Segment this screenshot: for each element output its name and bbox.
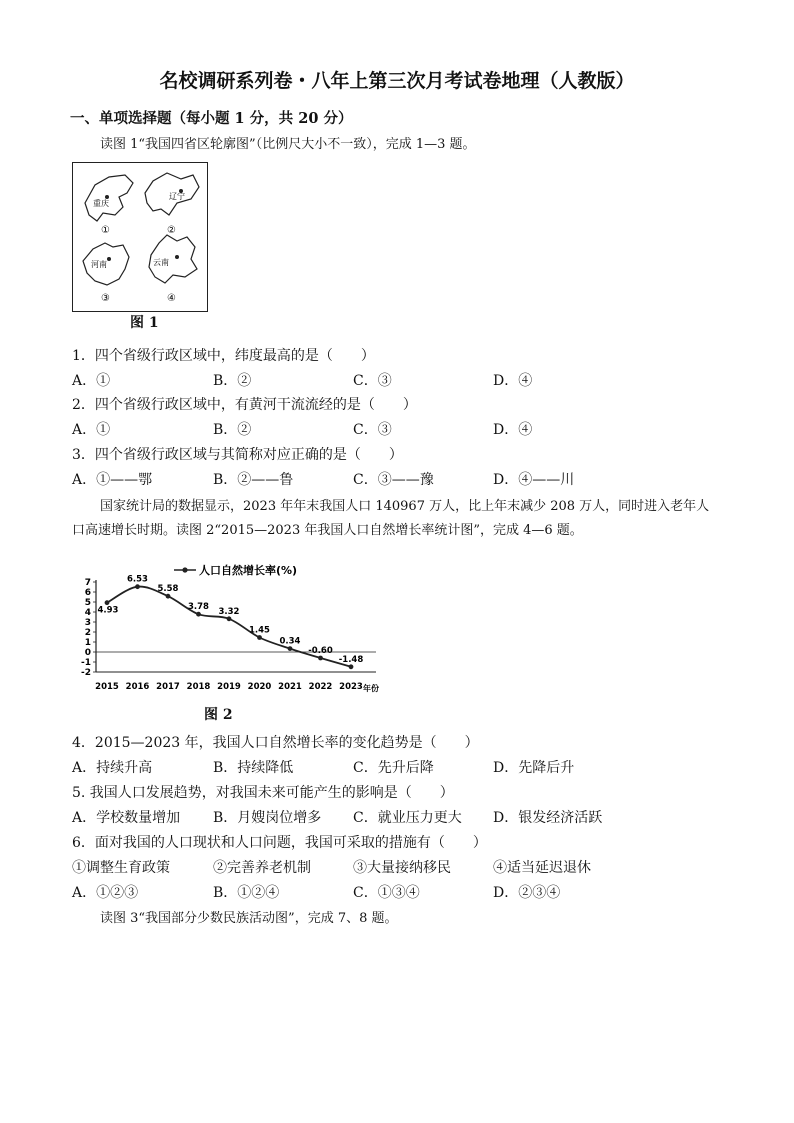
q3-option-b[interactable]: B．②——鲁 bbox=[213, 472, 294, 488]
map-num-2: ② bbox=[167, 225, 176, 236]
q5-option-d[interactable]: D．银发经济活跃 bbox=[493, 810, 603, 826]
data-label: 3.78 bbox=[188, 602, 209, 613]
q6-item-4: ④适当延迟退休 bbox=[493, 860, 591, 876]
q1-option-a[interactable]: A．① bbox=[72, 373, 111, 389]
map-label-2: 辽宁 bbox=[169, 192, 185, 201]
q4-option-c[interactable]: C．先升后降 bbox=[353, 760, 434, 776]
q1-option-b[interactable]: B．② bbox=[213, 373, 252, 389]
data-label: 6.53 bbox=[127, 574, 148, 585]
q2-option-d[interactable]: D．④ bbox=[493, 422, 533, 438]
y-tick-label: 2 bbox=[84, 628, 91, 638]
x-tick-label: 2023 bbox=[339, 682, 363, 692]
q4-option-a[interactable]: A．持续升高 bbox=[72, 760, 153, 776]
map-num-1: ① bbox=[101, 225, 110, 236]
data-label: 4.93 bbox=[97, 605, 119, 616]
figure-1-caption: 图 1 bbox=[130, 315, 159, 331]
figure-2-chart bbox=[72, 560, 402, 700]
q1-option-d[interactable]: D．④ bbox=[493, 373, 533, 389]
x-tick-label: 2021 bbox=[278, 682, 302, 692]
q6-option-c[interactable]: C．①③④ bbox=[353, 885, 420, 901]
data-label: 5.58 bbox=[157, 584, 179, 595]
data-label: 0.34 bbox=[279, 636, 301, 647]
x-tick-label: 2015 bbox=[95, 682, 119, 692]
intro-fig2-line2: 口高速增长时期。读图 2“2015—2023 年我国人口自然增长率统计图”，完成 4—6 题。 bbox=[72, 523, 583, 538]
data-label: -0.60 bbox=[308, 646, 333, 656]
data-label: 1.45 bbox=[249, 625, 270, 636]
data-point bbox=[166, 594, 171, 599]
q4-stem: 4．2015—2023 年，我国人口自然增长率的变化趋势是（ ） bbox=[72, 735, 479, 751]
data-label: -1.48 bbox=[338, 654, 364, 665]
y-tick-label: -1 bbox=[81, 658, 91, 668]
data-point bbox=[257, 635, 262, 640]
q5-stem: 5. 我国人口发展趋势，对我国未来可能产生的影响是（ ） bbox=[72, 785, 454, 801]
q6-item-3: ③大量接纳移民 bbox=[353, 860, 451, 876]
y-tick-label: 6 bbox=[84, 588, 91, 598]
q2-option-a[interactable]: A．① bbox=[72, 422, 111, 438]
legend-label: 人口自然增长率(%) bbox=[199, 564, 298, 577]
q3-option-c[interactable]: C．③——豫 bbox=[353, 472, 434, 488]
map-num-4: ④ bbox=[167, 293, 176, 304]
intro-fig2-line1: 国家统计局的数据显示，2023 年年末我国人口 140967 万人，比上年末减少 208 万人，同时进入老年人 bbox=[100, 499, 710, 514]
map-label-1: 重庆 bbox=[93, 199, 109, 208]
q3-option-d[interactable]: D．④——川 bbox=[493, 472, 575, 488]
data-point bbox=[288, 646, 293, 651]
x-tick-label: 2022 bbox=[308, 682, 333, 692]
legend-marker bbox=[182, 567, 187, 572]
y-tick-label: 5 bbox=[84, 598, 91, 608]
q2-option-c[interactable]: C．③ bbox=[353, 422, 392, 438]
data-point bbox=[227, 616, 232, 621]
y-tick-label: -2 bbox=[81, 668, 91, 678]
q2-option-b[interactable]: B．② bbox=[213, 422, 252, 438]
x-tick-label: 2018 bbox=[186, 682, 211, 692]
data-point bbox=[349, 664, 354, 669]
q1-option-c[interactable]: C．③ bbox=[353, 373, 392, 389]
data-point bbox=[105, 600, 110, 605]
q5-option-c[interactable]: C．就业压力更大 bbox=[353, 810, 462, 826]
q6-stem: 6．面对我国的人口现状和人口问题，我国可采取的措施有（ ） bbox=[72, 835, 487, 851]
x-tick-label: 2020 bbox=[247, 682, 272, 692]
map-label-4: 云南 bbox=[153, 258, 169, 267]
q5-option-b[interactable]: B．月嫂岗位增多 bbox=[213, 810, 322, 826]
page-title: 名校调研系列卷・八年上第三次月考试卷地理（人教版） bbox=[159, 70, 635, 92]
q6-item-2: ②完善养老机制 bbox=[213, 860, 311, 876]
q4-option-d[interactable]: D．先降后升 bbox=[493, 760, 575, 776]
x-axis-label: 年份 bbox=[363, 684, 379, 693]
q6-option-d[interactable]: D．②③④ bbox=[493, 885, 561, 901]
intro-fig1: 读图 1“我国四省区轮廓图”（比例尺大小不一致），完成 1—3 题。 bbox=[100, 137, 476, 152]
data-point bbox=[135, 584, 140, 589]
figure-1-maps bbox=[73, 163, 207, 311]
data-point bbox=[318, 656, 323, 661]
y-tick-label: 0 bbox=[84, 648, 91, 658]
y-tick-label: 1 bbox=[84, 638, 91, 648]
figure-1-frame bbox=[72, 162, 208, 312]
q6-option-b[interactable]: B．①②④ bbox=[213, 885, 280, 901]
data-point bbox=[196, 612, 201, 617]
q1-stem: 1．四个省级行政区域中，纬度最高的是（ ） bbox=[72, 348, 375, 364]
y-tick-label: 7 bbox=[84, 578, 91, 588]
figure-2-caption: 图 2 bbox=[204, 707, 233, 723]
q3-option-a[interactable]: A．①——鄂 bbox=[72, 472, 153, 488]
q6-item-1: ①调整生育政策 bbox=[72, 860, 170, 876]
q5-option-a[interactable]: A．学校数量增加 bbox=[72, 810, 181, 826]
chongqing-outline bbox=[85, 175, 133, 221]
x-tick-label: 2017 bbox=[156, 682, 180, 692]
intro-fig3: 读图 3“我国部分少数民族活动图”，完成 7、8 题。 bbox=[100, 911, 398, 926]
q3-stem: 3．四个省级行政区域与其简称对应正确的是（ ） bbox=[72, 447, 403, 463]
x-tick-label: 2019 bbox=[217, 682, 241, 692]
q4-option-b[interactable]: B．持续降低 bbox=[213, 760, 294, 776]
q2-stem: 2．四个省级行政区域中，有黄河干流流经的是（ ） bbox=[72, 397, 417, 413]
map-label-3: 河南 bbox=[91, 260, 107, 269]
y-tick-label: 4 bbox=[84, 608, 91, 618]
map-num-3: ③ bbox=[101, 293, 110, 304]
y-tick-label: 3 bbox=[84, 618, 91, 628]
q6-option-a[interactable]: A．①②③ bbox=[72, 885, 139, 901]
data-label: 3.32 bbox=[218, 606, 240, 617]
section-heading: 一、单项选择题（每小题 1 分，共 20 分） bbox=[70, 110, 353, 127]
x-tick-label: 2016 bbox=[125, 682, 150, 692]
